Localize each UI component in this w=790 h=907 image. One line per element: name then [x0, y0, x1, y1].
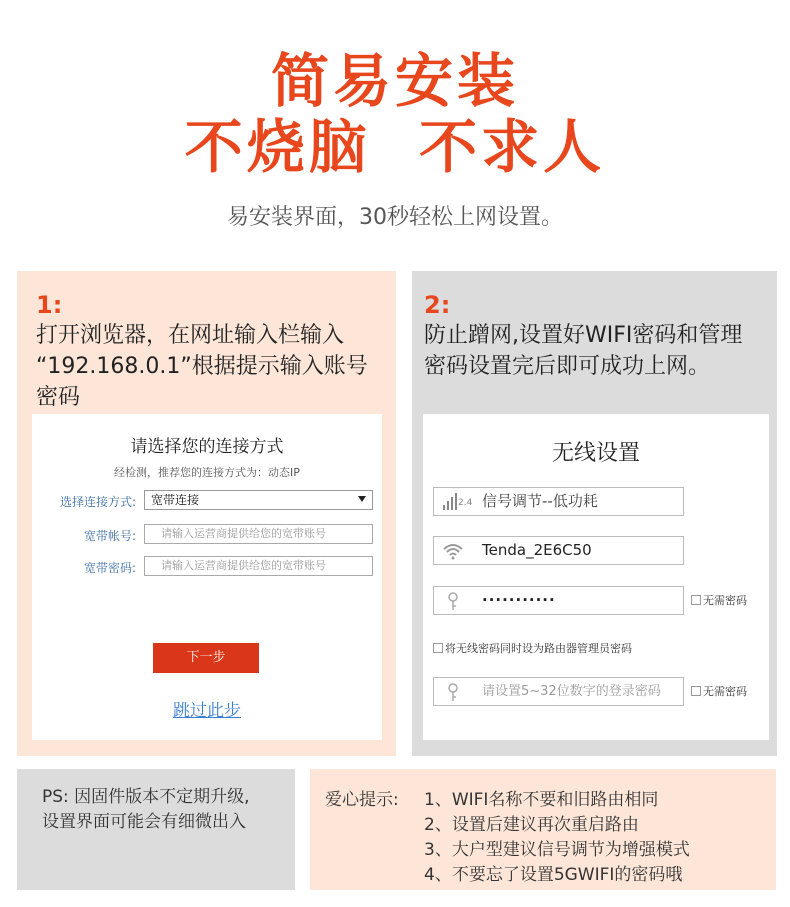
checkbox-icon [691, 686, 701, 696]
headline-line-1: 简易安装 [270, 47, 519, 115]
key-icon [442, 591, 464, 611]
step-1-text-line: 打开浏览器，在网址输入栏输入 [36, 323, 345, 348]
broadband-password-label: 宽带密码: [83, 561, 136, 575]
key-icon [442, 682, 464, 702]
tip-item: 1、WIFI名称不要和旧路由相同 [424, 790, 659, 810]
ps-note [42, 785, 250, 835]
checkbox-icon [691, 595, 701, 605]
ssid-value: Tenda_2E6C50 [482, 541, 592, 559]
ssid-input[interactable] [433, 536, 684, 565]
ps-note-line: PS: 因固件版本不定期升级, [42, 787, 250, 807]
subtitle: 易安装界面，30秒轻松上网设置。 [227, 205, 563, 230]
band-label: 2.4 [458, 498, 473, 508]
connection-type-label: 选择连接方式: [59, 495, 136, 509]
same-as-admin-checkbox[interactable] [433, 642, 632, 656]
step-1-panel [17, 271, 396, 756]
step-1-text-line: “192.168.0.1”根据提示输入账号 [36, 354, 368, 379]
step-2-text-line: 密码设置完后即可成功上网。 [424, 354, 711, 379]
step-2-instructions [424, 320, 742, 382]
signal-strength-select[interactable] [433, 487, 684, 516]
wifi-password-value: ··········· [482, 591, 556, 609]
connection-setup-card [32, 414, 382, 740]
chevron-down-icon [358, 496, 366, 502]
checkbox-icon [433, 643, 443, 653]
headline-line-2: 不烧脑 不求人 [184, 113, 606, 181]
no-password-label: 无需密码 [703, 594, 747, 607]
step-1-number: 1: [36, 291, 63, 319]
step-2-text-line: 防止蹭网,设置好WIFI密码和管理 [424, 323, 743, 348]
no-password-checkbox[interactable] [691, 594, 747, 608]
tips-panel [310, 769, 776, 890]
tip-item: 4、不要忘了设置5GWIFI的密码哦 [424, 865, 683, 885]
signal-strength-value: 信号调节--低功耗 [482, 492, 598, 510]
detection-text: 经检测，推荐您的连接方式为：动态IP [114, 466, 300, 479]
next-step-button[interactable]: 下一步 [153, 643, 259, 673]
wireless-card-title: 无线设置 [551, 441, 640, 466]
no-password-checkbox-2[interactable] [691, 685, 747, 699]
wifi-password-input[interactable] [433, 586, 684, 615]
wifi-icon [442, 541, 464, 561]
step-1-text-line: 密码 [36, 385, 81, 410]
wireless-setup-card [423, 414, 769, 740]
step-2-number: 2: [424, 291, 451, 319]
login-password-input[interactable] [433, 677, 684, 706]
connection-card-title: 请选择您的连接方式 [130, 437, 284, 457]
tip-item: 2、设置后建议再次重启路由 [424, 815, 639, 835]
tip-item: 3、大户型建议信号调节为增强模式 [424, 840, 690, 860]
broadband-account-label: 宽带帐号: [83, 529, 136, 543]
broadband-password-input[interactable]: 请输入运营商提供给您的宽带账号 [144, 556, 373, 576]
no-password-label-2: 无需密码 [703, 685, 747, 698]
ps-note-panel [17, 769, 295, 890]
tips-label: 爱心提示: [325, 790, 399, 810]
skip-step-link[interactable]: 跳过此步 [173, 701, 241, 721]
step-2-panel [412, 271, 777, 756]
connection-type-value: 宽带连接 [151, 493, 200, 507]
connection-type-select[interactable] [144, 490, 373, 510]
login-password-placeholder: 请设置5~32位数字的登录密码 [482, 684, 661, 699]
broadband-account-input[interactable]: 请输入运营商提供给您的宽带账号 [144, 524, 373, 544]
same-as-admin-label: 将无线密码同时设为路由器管理员密码 [445, 642, 632, 655]
ps-note-line: 设置界面可能会有细微出入 [42, 812, 246, 832]
step-1-instructions [36, 320, 368, 413]
